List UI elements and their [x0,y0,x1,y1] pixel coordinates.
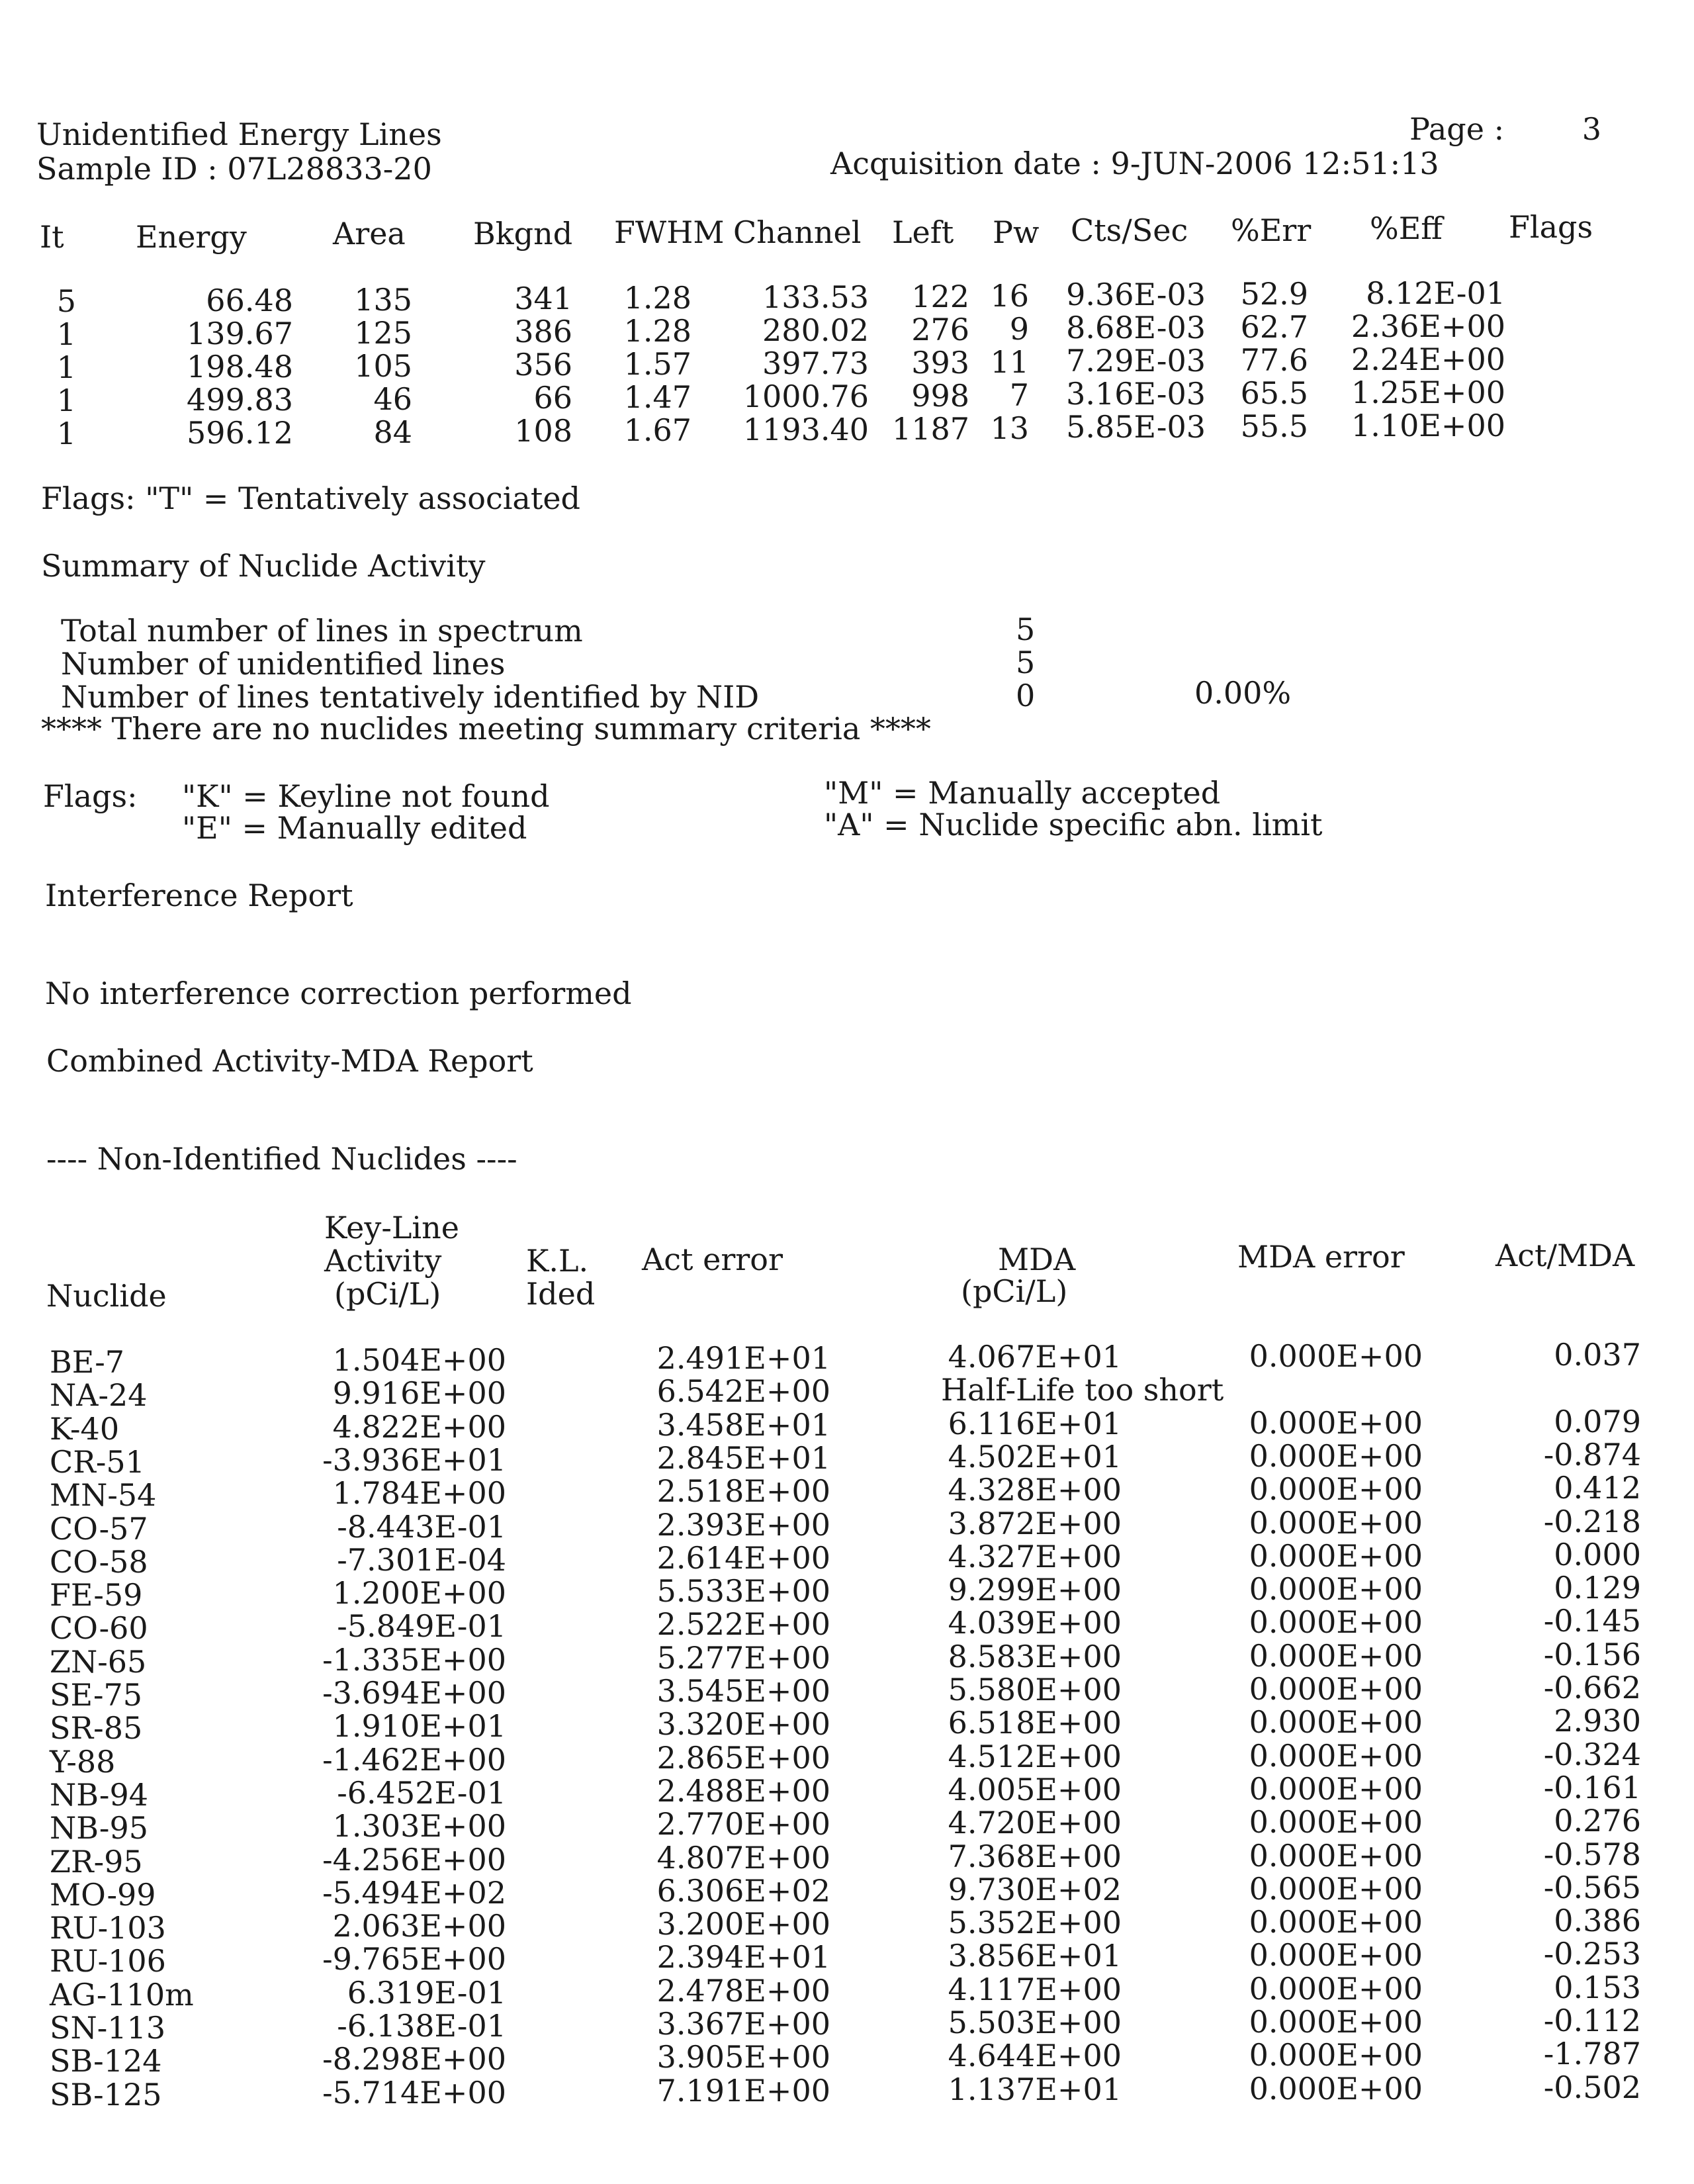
nuclide-act-error: 3.320E+00 [656,1706,830,1743]
nuclide-name: MO-99 [50,1876,156,1913]
report-title: Unidentified Energy Lines [36,116,442,152]
nuclide-act-mda: -1.787 [1543,2036,1641,2072]
nuclide-name: Y-88 [50,1743,116,1780]
nuclide-activity: 1.200E+00 [332,1575,506,1612]
lines-cell-eff: 1.10E+00 [1351,408,1505,443]
nuclide-activity: 1.504E+00 [332,1342,506,1378]
flags-prefix: Flags: [43,778,138,814]
col-header-pw: Pw [993,214,1040,250]
lines-cell-channel: 133.53 [762,279,869,315]
nuclide-name: CO-60 [50,1610,148,1647]
nuclide-mda: 4.512E+00 [948,1738,1122,1774]
col-header-energy: Energy [136,219,247,255]
nuclide-mda-error: 0.000E+00 [1249,1504,1423,1541]
nuclide-act-mda: 0.037 [1554,1337,1641,1373]
lines-cell-left: 393 [911,344,969,381]
col-header-area: Area [333,216,406,251]
summary-total-value: 5 [1016,612,1036,647]
nuclide-name: NB-94 [50,1776,148,1813]
summary-no-nuclides: **** There are no nuclides meeting summary criteria **** [41,711,931,747]
col-header-act-error: Act error [642,1242,783,1277]
nuclide-mda-error: 0.000E+00 [1249,1471,1423,1508]
col-header-keyline: Key-Line [324,1210,459,1246]
nuclide-act-mda: -0.156 [1543,1636,1641,1672]
nuclide-name: ZR-95 [50,1843,143,1880]
nuclide-act-mda: -0.161 [1543,1769,1641,1805]
lines-cell-it: 5 [56,283,76,319]
col-header-activity-unit: (pCi/L) [334,1276,441,1312]
nuclide-act-mda: -0.145 [1543,1603,1641,1639]
col-header-kl: K.L. [526,1243,589,1279]
nuclide-mda: 4.117E+00 [948,1971,1122,2007]
acquisition-date: Acquisition date : 9-JUN-2006 12:51:13 [830,146,1439,181]
nuclide-name: AG-110m [50,1976,194,2013]
nuclide-act-mda: -0.253 [1543,1936,1641,1972]
nuclide-mda: 7.368E+00 [948,1838,1122,1874]
nuclide-act-mda: 0.153 [1554,1969,1641,2005]
col-header-left: Left [892,214,954,250]
nuclide-mda: 4.644E+00 [948,2038,1122,2074]
col-header-nuclide: Nuclide [46,1278,167,1314]
nuclide-mda-error: 0.000E+00 [1249,1437,1423,1474]
lines-cell-pw: 9 [1009,310,1029,347]
nuclide-mda: 4.067E+01 [948,1339,1122,1375]
nuclide-act-mda: -0.112 [1543,2003,1641,2038]
nuclide-name: SN-113 [50,2010,166,2046]
nuclide-act-error: 3.200E+00 [656,1906,830,1942]
nuclide-mda: 4.328E+00 [948,1472,1122,1508]
lines-cell-cts-sec: 7.29E-03 [1066,343,1206,379]
nuclide-mda-error: 0.000E+00 [1249,1837,1423,1874]
lines-cell-area: 46 [373,381,412,417]
col-header-mda-error: MDA error [1237,1239,1405,1275]
flag-m: "M" = Manually accepted [824,775,1221,811]
nuclide-mda: 1.137E+01 [948,2071,1122,2107]
nuclide-activity: -3.936E+01 [322,1441,506,1478]
lines-cell-fwhm: 1.28 [623,313,691,349]
nuclide-activity: -5.714E+00 [322,2074,506,2111]
nuclide-activity: -4.256E+00 [322,1841,506,1878]
page-label: Page : [1409,111,1505,147]
nuclide-mda: 9.730E+02 [948,1871,1122,1907]
nuclide-name: CO-57 [50,1510,148,1547]
flag-a: "A" = Nuclide specific abn. limit [824,807,1323,842]
nuclide-mda: 4.502E+01 [948,1438,1122,1475]
nuclide-activity: -6.138E-01 [337,2008,506,2044]
col-header-ided: Ided [526,1276,596,1312]
nuclide-mda: 5.352E+00 [948,1905,1122,1941]
nuclide-name: BE-7 [50,1344,125,1380]
lines-cell-it: 1 [56,383,76,418]
summary-total-label: Total number of lines in spectrum [61,613,583,649]
nuclide-activity: -9.765E+00 [322,1941,506,1978]
lines-cell-cts-sec: 9.36E-03 [1066,277,1206,313]
sample-id: Sample ID : 07L28833-20 [36,151,432,187]
nuclide-activity: -3.694E+00 [322,1675,506,1711]
nuclide-act-error: 2.614E+00 [656,1539,830,1576]
flags-tentative-note: Flags: "T" = Tentatively associated [41,480,580,516]
nuclide-name: FE-59 [50,1577,143,1614]
summary-tentative-pct: 0.00% [1194,675,1292,711]
nuclide-mda: 5.503E+00 [948,2005,1122,2040]
lines-cell-bkgnd: 66 [533,380,572,416]
nuclide-act-mda: 0.000 [1554,1536,1641,1572]
nuclide-activity: 9.916E+00 [332,1375,506,1412]
lines-cell-pw: 7 [1009,377,1029,413]
nuclide-mda-error: 0.000E+00 [1249,1804,1423,1841]
nuclide-act-error: 7.191E+00 [656,2072,830,2109]
nuclide-name: SB-125 [50,2076,162,2113]
page-number: 3 [1582,111,1601,147]
nuclide-mda-error: 0.000E+00 [1249,1704,1423,1741]
nuclide-act-error: 4.807E+00 [656,1839,830,1876]
nuclide-mda: 6.116E+01 [948,1405,1122,1441]
nuclide-act-mda: -0.502 [1543,2069,1641,2105]
lines-cell-it: 1 [56,316,76,352]
summary-heading: Summary of Nuclide Activity [41,548,486,584]
lines-cell-channel: 397.73 [762,345,869,381]
nuclide-activity: 1.910E+01 [332,1708,506,1745]
lines-cell-pw: 11 [990,343,1029,380]
nuclide-name: SE-75 [50,1677,143,1713]
lines-cell-energy: 66.48 [206,282,293,318]
nuclide-act-mda: 2.930 [1554,1703,1641,1739]
non-identified-heading: ---- Non-Identified Nuclides ---- [46,1141,517,1177]
nuclide-activity: -5.494E+02 [322,1874,506,1911]
nuclide-act-error: 3.545E+00 [656,1673,830,1709]
nuclide-act-mda: 0.276 [1554,1803,1641,1839]
nuclide-half-life-note: Half-Life too short [941,1372,1224,1408]
nuclide-act-error: 5.277E+00 [656,1639,830,1676]
nuclide-name: ZN-65 [50,1643,147,1680]
nuclide-activity: 1.303E+00 [332,1808,506,1844]
nuclide-activity: -8.443E-01 [337,1508,506,1545]
nuclide-name: CR-51 [50,1443,145,1480]
col-header-activity: Activity [324,1243,442,1279]
nuclide-act-mda: 0.079 [1554,1403,1641,1439]
nuclide-activity: 2.063E+00 [332,1908,506,1944]
lines-cell-left: 122 [911,278,969,314]
nuclide-act-mda: -0.218 [1543,1503,1641,1539]
lines-cell-channel: 1000.76 [742,379,869,414]
lines-cell-fwhm: 1.28 [623,280,691,316]
combined-report-heading: Combined Activity-MDA Report [46,1043,533,1079]
nuclide-mda-error: 0.000E+00 [1249,1904,1423,1940]
lines-cell-channel: 1193.40 [742,412,869,447]
col-header-fwhm: FWHM [614,214,725,250]
lines-cell-err: 62.7 [1240,309,1308,345]
nuclide-name: RU-106 [50,1943,166,1979]
nuclide-mda: 3.856E+01 [948,1938,1122,1974]
nuclide-act-mda: -0.565 [1543,1869,1641,1905]
nuclide-mda-error: 0.000E+00 [1249,2004,1423,2040]
nuclide-act-error: 3.458E+01 [656,1406,830,1443]
nuclide-act-error: 2.518E+00 [656,1473,830,1510]
nuclide-mda: 4.327E+00 [948,1538,1122,1574]
lines-cell-fwhm: 1.67 [623,412,691,449]
flag-k: "K" = Keyline not found [182,778,550,814]
nuclide-act-error: 2.394E+01 [656,1939,830,1976]
nuclide-act-error: 2.522E+00 [656,1606,830,1643]
nuclide-activity: 4.822E+00 [332,1408,506,1445]
lines-cell-eff: 1.25E+00 [1351,375,1505,410]
nuclide-mda-error: 0.000E+00 [1249,1537,1423,1574]
nuclide-activity: -5.849E-01 [337,1608,506,1645]
nuclide-act-error: 6.542E+00 [656,1373,830,1410]
nuclide-act-error: 3.905E+00 [656,2039,830,2075]
nuclide-name: CO-58 [50,1543,148,1580]
lines-cell-left: 1187 [891,410,969,447]
lines-cell-it: 1 [56,416,76,451]
nuclide-mda-error: 0.000E+00 [1249,2037,1423,2073]
nuclide-mda: 4.005E+00 [948,1771,1122,1807]
lines-cell-eff: 8.12E-01 [1366,275,1505,311]
flag-e: "E" = Manually edited [182,810,527,846]
summary-unidentified-label: Number of unidentified lines [61,646,506,682]
nuclide-activity: -8.298E+00 [322,2041,506,2077]
nuclide-mda-error: 0.000E+00 [1249,1338,1423,1374]
nuclide-mda-error: 0.000E+00 [1249,1870,1423,1907]
lines-cell-fwhm: 1.57 [623,346,691,383]
col-header-cts-sec: Cts/Sec [1071,212,1188,248]
nuclide-activity: -7.301E-04 [337,1541,506,1578]
nuclide-mda-error: 0.000E+00 [1249,1937,1423,1974]
nuclide-act-error: 2.488E+00 [656,1772,830,1809]
lines-cell-eff: 2.24E+00 [1351,341,1505,377]
lines-cell-pw: 13 [990,410,1029,446]
nuclide-act-mda: 0.129 [1554,1570,1641,1606]
lines-cell-fwhm: 1.47 [623,379,691,416]
nuclide-act-error: 5.533E+00 [656,1573,830,1610]
nuclide-name: SB-124 [50,2043,162,2079]
lines-cell-err: 77.6 [1240,342,1308,379]
lines-cell-bkgnd: 341 [514,281,572,317]
nuclide-act-error: 2.865E+00 [656,1739,830,1776]
nuclide-activity: 1.784E+00 [332,1475,506,1512]
nuclide-mda-error: 0.000E+00 [1249,1571,1423,1608]
nuclide-mda: 4.039E+00 [948,1605,1122,1641]
nuclide-act-mda: 0.412 [1554,1470,1641,1506]
nuclide-name: RU-103 [50,1910,166,1946]
col-header-flags: Flags [1509,209,1593,245]
lines-cell-energy: 139.67 [187,315,293,351]
col-header-mda-unit: (pCi/L) [961,1273,1068,1309]
summary-tentative-label: Number of lines tentatively identified by NID [61,679,760,715]
lines-cell-bkgnd: 386 [514,314,572,350]
lines-cell-area: 105 [354,347,412,384]
lines-cell-area: 135 [354,281,412,318]
nuclide-name: K-40 [50,1410,120,1447]
nuclide-name: NA-24 [50,1377,148,1414]
lines-cell-left: 276 [911,311,969,347]
nuclide-mda-error: 0.000E+00 [1249,1671,1423,1707]
col-header-it: It [40,219,64,255]
lines-cell-energy: 499.83 [187,381,293,418]
nuclide-act-error: 2.845E+01 [656,1439,830,1476]
lines-cell-pw: 16 [990,277,1029,314]
nuclide-mda-error: 0.000E+00 [1249,1770,1423,1807]
nuclide-activity: -6.452E-01 [337,1774,506,1811]
nuclide-act-mda: -0.324 [1543,1736,1641,1772]
col-header-channel: Channel [733,214,862,250]
lines-cell-bkgnd: 108 [514,413,572,449]
nuclide-act-error: 6.306E+02 [656,1872,830,1909]
nuclide-act-mda: 0.386 [1554,1903,1641,1939]
summary-tentative-value: 0 [1016,678,1036,713]
nuclide-act-error: 2.491E+01 [656,1340,830,1376]
interference-heading: Interference Report [45,878,353,913]
nuclide-act-error: 2.478E+00 [656,1972,830,2009]
nuclide-mda: 5.580E+00 [948,1672,1122,1707]
nuclide-act-error: 2.393E+00 [656,1506,830,1543]
lines-cell-channel: 280.02 [762,312,869,348]
nuclide-mda-error: 0.000E+00 [1249,2070,1423,2107]
summary-unidentified-value: 5 [1016,645,1036,680]
nuclide-mda: 4.720E+00 [948,1805,1122,1841]
nuclide-name: SR-85 [50,1710,143,1747]
nuclide-act-error: 2.770E+00 [656,1806,830,1843]
col-header-bkgnd: Bkgnd [473,216,573,251]
nuclide-activity: 6.319E-01 [347,1974,506,2011]
interference-note: No interference correction performed [45,976,632,1011]
nuclide-mda-error: 0.000E+00 [1249,1737,1423,1774]
col-header-err: %Err [1231,212,1312,248]
nuclide-act-error: 3.367E+00 [656,2006,830,2042]
lines-cell-energy: 596.12 [187,414,293,451]
nuclide-mda-error: 0.000E+00 [1249,1604,1423,1641]
lines-cell-cts-sec: 3.16E-03 [1066,376,1206,412]
lines-cell-cts-sec: 8.68E-03 [1066,310,1206,346]
lines-cell-cts-sec: 5.85E-03 [1066,409,1206,445]
col-header-act-mda: Act/MDA [1495,1238,1635,1273]
lines-cell-energy: 198.48 [187,348,293,385]
nuclide-activity: -1.462E+00 [322,1741,506,1778]
lines-cell-err: 65.5 [1240,375,1308,412]
nuclide-act-mda: -0.874 [1543,1436,1641,1473]
nuclide-activity: -1.335E+00 [322,1641,506,1678]
lines-cell-bkgnd: 356 [514,347,572,383]
lines-cell-area: 125 [354,314,412,351]
nuclide-name: MN-54 [50,1477,157,1514]
nuclide-mda-error: 0.000E+00 [1249,1637,1423,1674]
lines-cell-left: 998 [911,377,969,414]
lines-cell-err: 52.9 [1240,276,1308,312]
lines-cell-err: 55.5 [1240,408,1308,445]
col-header-mda: MDA [998,1242,1076,1277]
nuclide-mda-error: 0.000E+00 [1249,1970,1423,2007]
lines-cell-eff: 2.36E+00 [1351,308,1505,344]
nuclide-act-mda: -0.578 [1543,1836,1641,1872]
nuclide-mda: 8.583E+00 [948,1638,1122,1674]
nuclide-act-mda: -0.662 [1543,1670,1641,1706]
nuclide-name: NB-95 [50,1810,148,1846]
nuclide-mda-error: 0.000E+00 [1249,1404,1423,1441]
nuclide-mda: 6.518E+00 [948,1705,1122,1741]
lines-cell-it: 1 [56,349,76,385]
nuclide-mda: 9.299E+00 [948,1572,1122,1608]
nuclide-mda: 3.872E+00 [948,1505,1122,1541]
lines-cell-area: 84 [373,414,412,450]
col-header-eff: %Eff [1370,210,1443,246]
